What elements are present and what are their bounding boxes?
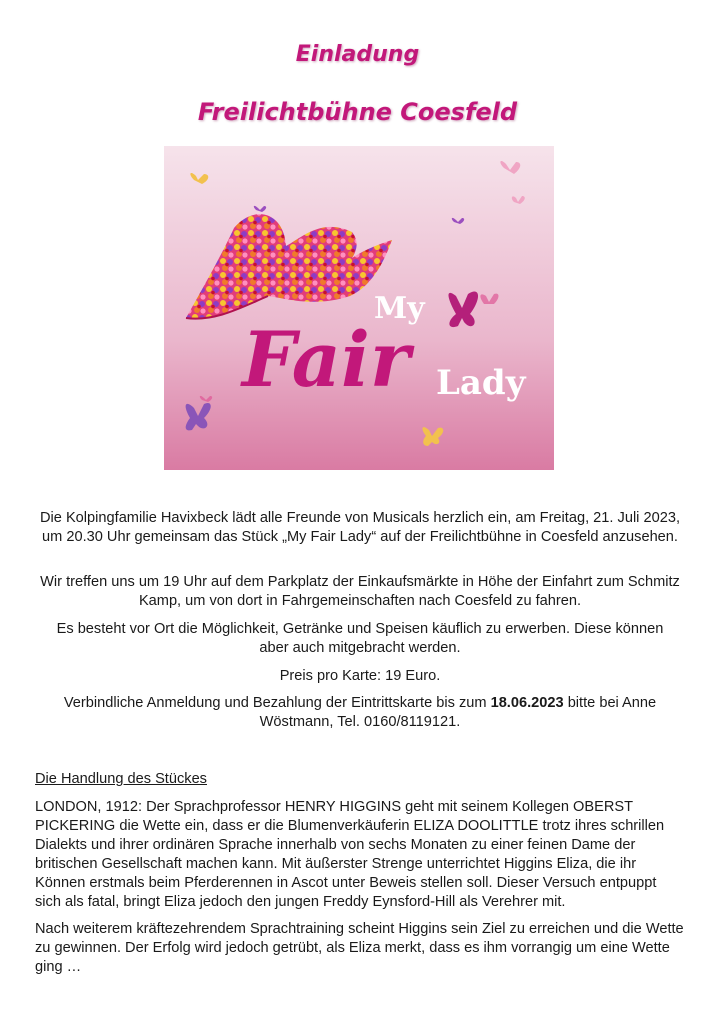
invitation-title: Einladung xyxy=(295,42,420,67)
registration-deadline: 18.06.2023 xyxy=(490,695,564,711)
registration-contact: bitte bei Anne Wöstmann, Tel. 0160/8119121. xyxy=(259,695,657,730)
poster-word-fair: Fair xyxy=(242,315,410,404)
registration-paragraph xyxy=(40,694,680,732)
poster-word-my: My xyxy=(374,291,425,326)
invitation-paragraph: Die Kolpingfamilie Havixbeck lädt alle Freunde von Musicals herzlich ein, am Freitag, 21. Juli 2023, um 20.30 Uhr gemeinsam das Stück „My Fair Lady“ auf der Freilichtbühne in Coesfeld anzusehen. xyxy=(40,510,681,545)
plot-paragraph: Nach weiterem kräftezehrendem Sprachtraining scheint Higgins sein Ziel zu erreichen und die Wette zu gewinnen. Der Erfolg wird jedoch getrübt, als Eliza merkt, dass es ihm vorrangig um eine Wette ging … xyxy=(35,921,684,975)
poster-word-lady: Lady xyxy=(436,363,526,403)
meeting-paragraph: Wir treffen uns um 19 Uhr auf dem Parkplatz der Einkaufsmärkte in Höhe der Einfahrt zum Schmitz Kamp, um von dort in Fahrgemeinschaften nach Coesfeld zu fahren. xyxy=(40,574,680,609)
my-fair-lady-poster xyxy=(164,146,554,470)
plot-paragraph: LONDON, 1912: Der Sprachprofessor HENRY HIGGINS geht mit seinem Kollegen OBERST PICKERING die Wette ein, dass er die Blumenverkäuferin ELIZA DOOLITTLE trotz ihres schrillen Dialekts und ihrer ordinären Sprache innerhalb von sechs Monaten zu einer feinen Dame der britischen Gesellschaft machen kann. Mit äußerster Strenge unterrichtet Higgins Eliza, die ihr Können erstmals beim Pferderennen in Ascot unter Beweis stellen soll. Dieser Versuch entpuppt sich als fatal, bringt Eliza jedoch den jungen Freddy Eynsford-Hill als Verehrer mit. xyxy=(35,799,665,910)
venue-title: Freilichtbühne Coesfeld xyxy=(197,98,518,126)
registration-text: Verbindliche Anmeldung und Bezahlung der Eintrittskarte bis zum xyxy=(63,695,487,711)
plot-heading: Die Handlung des Stückes xyxy=(35,771,207,787)
price-text: Preis pro Karte: 19 Euro. xyxy=(279,668,441,684)
catering-paragraph: Es besteht vor Ort die Möglichkeit, Getränke und Speisen käuflich zu erwerben. Diese können aber auch mitgebracht werden. xyxy=(56,621,664,656)
